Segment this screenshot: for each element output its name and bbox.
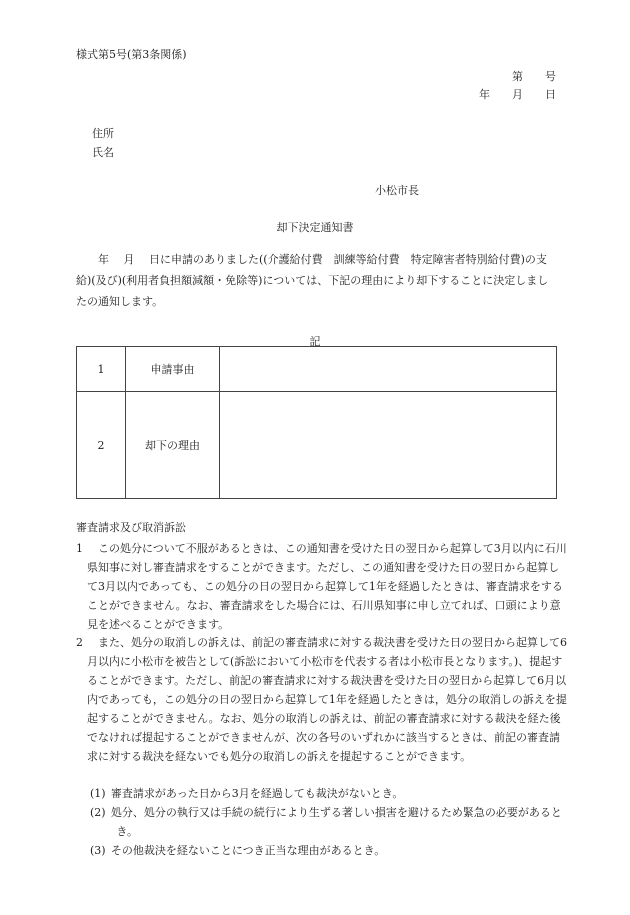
review-heading: 審査請求及び取消訴訟 <box>76 521 186 534</box>
paragraph-number: 2 <box>76 636 83 649</box>
row-content-cell <box>220 392 557 499</box>
paragraph-text: この処分について不服があるときは、この通知書を受けた日の翌日から起算して3月以内に石川県知事に対し審査請求をすることができます。ただし、この通知書を受けた日の翌日から起算して3月以内であっても、この処分の日の翌日から起算して1年を経過したときは、審査請求をすることができません。なお、審査請求をした場合には、石川県知事に申し立てれば、口頭により意見を述べることができます。 <box>87 542 567 631</box>
review-subitem-3 <box>90 841 583 860</box>
subitem-text: その他裁決を経ないことにつき正当な理由があるとき。 <box>110 844 386 857</box>
form-number: 様式第5号(第3条関係) <box>76 48 187 61</box>
subitem-text: 審査請求があった日から3月を経過しても裁決がないとき。 <box>110 787 404 800</box>
document-date: 年 月 日 <box>479 88 556 101</box>
review-paragraph-1 <box>76 539 568 634</box>
subitem-number: (2) <box>90 806 106 819</box>
sender-name: 小松市長 <box>375 184 419 197</box>
reason-table <box>76 346 557 499</box>
table-row <box>77 392 557 499</box>
recipient-address-label: 住所 <box>92 127 114 140</box>
subitem-number: (3) <box>90 844 106 857</box>
recipient-name-label: 氏名 <box>92 146 114 159</box>
paragraph-number: 1 <box>76 542 83 555</box>
row-content-cell <box>220 347 557 392</box>
document-title: 却下決定通知書 <box>276 221 354 234</box>
subitem-text: 処分、処分の執行又は手続の続行により生ずる著しい損害を避けるため緊急の必要があるとき。 <box>110 806 562 838</box>
paragraph-text: また、処分の取消しの訴えは、前記の審査請求に対する裁決書を受けた日の翌日から起算して6月以内に小松市を被告として(訴訟において小松市を代表する者は小松市長となります。)、提起することができます。ただし、前記の審査請求に対する裁決書を受けた日の翌日から起算して6月以内であっても，この処分の日の翌日から起算して1年を経過したときは，処分の取消しの訴えを提起することができません。なお、処分の取消しの訴えは、前記の審査請求に対する裁決を経た後でなければ提起することができませんが、次の各号のいずれかに該当するときは、前記の審査請求に対する裁決を経ないでも処分の取消しの訴えを提起することができます。 <box>87 636 567 763</box>
review-subitem-1 <box>90 784 583 803</box>
ki-heading: 記 <box>309 335 321 348</box>
row-number: 1 <box>77 347 126 392</box>
notice-body: 年 月 日に申請のありました((介護給付費 訓練等給付費 特定障害者特別給付費)の支給)(及び)(利用者負担額減額・免除等)については、下記の理由により却下することに決定しましたの通知します。 <box>76 253 549 308</box>
review-paragraph-2 <box>76 633 568 766</box>
table-row <box>77 347 557 392</box>
row-item-label: 却下の理由 <box>126 392 220 499</box>
review-subitem-2 <box>90 803 583 841</box>
row-item-label: 申請事由 <box>126 347 220 392</box>
row-number: 2 <box>77 392 126 499</box>
document-number: 第 号 <box>512 70 556 83</box>
subitem-number: (1) <box>90 787 106 800</box>
